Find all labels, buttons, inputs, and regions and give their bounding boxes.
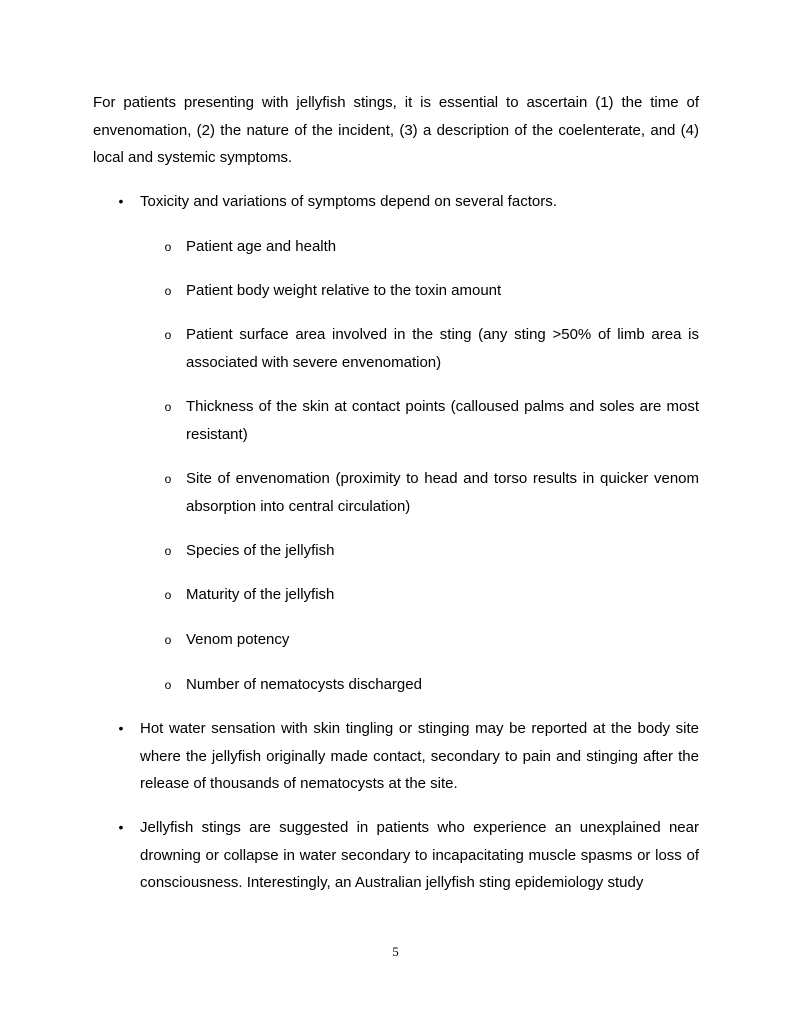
sub-list-item xyxy=(164,321,699,376)
sub-item-text: Number of nematocysts discharged xyxy=(186,676,422,693)
sub-bullet-marker: o xyxy=(164,284,172,298)
sub-bullet-marker: o xyxy=(164,544,172,558)
bullet-marker: • xyxy=(118,720,124,736)
sub-item-text: Maturity of the jellyfish xyxy=(186,586,335,603)
sub-item-text: Species of the jellyfish xyxy=(186,542,335,559)
sub-bullet-marker: o xyxy=(164,633,172,647)
sub-item-text: Venom potency xyxy=(186,631,290,648)
bullet-item xyxy=(118,814,699,897)
sub-list-item xyxy=(164,671,699,699)
bullet-text: Toxicity and variations of symptoms depend on several factors. xyxy=(140,193,557,210)
sub-item-text: Patient age and health xyxy=(186,238,337,255)
sub-list-item xyxy=(164,277,699,305)
intro-paragraph: For patients presenting with jellyfish stings, it is essential to ascertain (1) the time of envenomation, (2) the nature of the incident, (3) a description of the coelenterate, and (4) local and systemic symptoms. xyxy=(93,94,699,166)
sub-bullet-marker: o xyxy=(164,328,172,342)
sub-item-text: Patient surface area involved in the sting (any sting >50% of limb area is associated with severe envenomation) xyxy=(186,326,699,371)
sub-item-text: Patient body weight relative to the toxin amount xyxy=(186,282,502,299)
bullet-marker: • xyxy=(118,193,124,209)
sub-bullet-marker: o xyxy=(164,472,172,486)
sub-bullet-marker: o xyxy=(164,240,172,254)
sub-list-item xyxy=(164,626,699,654)
page-number: 5 xyxy=(392,944,399,959)
bullet-item xyxy=(118,188,699,216)
sub-item-text: Thickness of the skin at contact points (calloused palms and soles are most resistant) xyxy=(186,398,699,443)
sub-list-item xyxy=(164,465,699,520)
sub-list-item xyxy=(164,393,699,448)
bullet-text: Jellyfish stings are suggested in patients who experience an unexplained near drowning or collapse in water secondary to incapacitating muscle spasms or loss of consciousness. Interestingly, an Australian jellyfish sting epidemiology study xyxy=(140,819,699,891)
sub-bullet-marker: o xyxy=(164,678,172,692)
bullet-text: Hot water sensation with skin tingling or stinging may be reported at the body site where the jellyfish originally made contact, secondary to pain and stinging after the release of thousands of nematocysts at the site. xyxy=(140,720,699,792)
bullet-item xyxy=(118,715,699,798)
bullet-marker: • xyxy=(118,819,124,835)
sub-list-item xyxy=(164,581,699,609)
sub-item-text: Site of envenomation (proximity to head and torso results in quicker venom absorption into central circulation) xyxy=(186,470,699,515)
sub-bullet-marker: o xyxy=(164,400,172,414)
sub-list-item xyxy=(164,233,699,261)
sub-bullet-marker: o xyxy=(164,588,172,602)
sub-list-item xyxy=(164,537,699,565)
